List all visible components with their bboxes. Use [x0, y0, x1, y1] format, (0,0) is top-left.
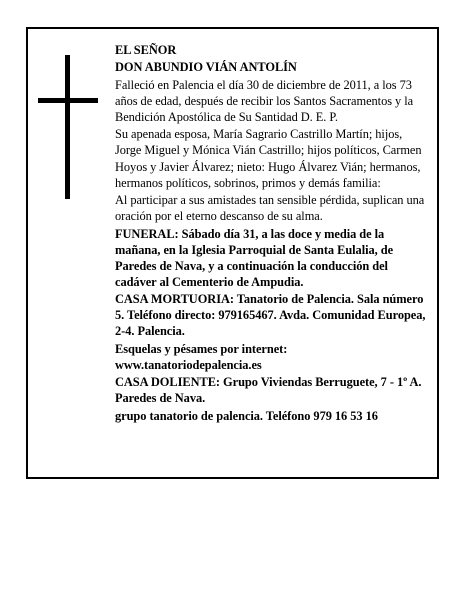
- family-paragraph: Su apenada esposa, María Sagrario Castrillo Martín; hijos, Jorge Miguel y Mónica Vián Castrillo; hijos políticos, Carmen Hoyos y Javier Álvarez; nieto: Hugo Álvarez Vián; hermanos, hermanos políticos, sobrinos, primos y demás familia:: [115, 127, 422, 190]
- funeral-paragraph: FUNERAL: Sábado día 31, a las doce y media de la mañana, en la Iglesia Parroquial de Santa Eulalia, de Paredes de Nava, y a continuación la conducción del cadáver al Cementerio de Ampudia.: [115, 226, 394, 289]
- funeral-home-paragraph: grupo tanatorio de palencia. Teléfono 979 16 53 16: [115, 408, 378, 423]
- cross-horizontal-bar: [38, 98, 98, 103]
- title-line-1: EL SEÑOR: [115, 43, 177, 57]
- mortuary-paragraph: CASA MORTUORIA: Tanatorio de Palencia. Sala número 5. Teléfono directo: 979165467. Avda. Comunidad Europea, 2-4. Palencia.: [115, 292, 426, 339]
- prayer-paragraph: Al participar a sus amistades tan sensible pérdida, suplican una oración por el eterno descanso de su alma.: [115, 193, 425, 224]
- cross-icon: [38, 55, 98, 199]
- death-paragraph: Falleció en Palencia el día 30 de diciembre de 2011, a los 73 años de edad, después de recibir los Santos Sacramentos y la Bendición Apostólica de Su Santidad D. E. P.: [115, 77, 414, 124]
- title-line-2: DON ABUNDIO VIÁN ANTOLÍN: [115, 60, 297, 75]
- grieving-home-paragraph: CASA DOLIENTE: Grupo Viviendas Berruguete, 7 - 1º A. Paredes de Nava.: [115, 375, 422, 406]
- notice-text: [115, 42, 427, 425]
- cross-vertical-bar: [65, 55, 70, 199]
- obituary-notice: [26, 27, 439, 479]
- internet-paragraph: Esquelas y pésames por internet: www.tanatoriodepalencia.es: [115, 341, 288, 372]
